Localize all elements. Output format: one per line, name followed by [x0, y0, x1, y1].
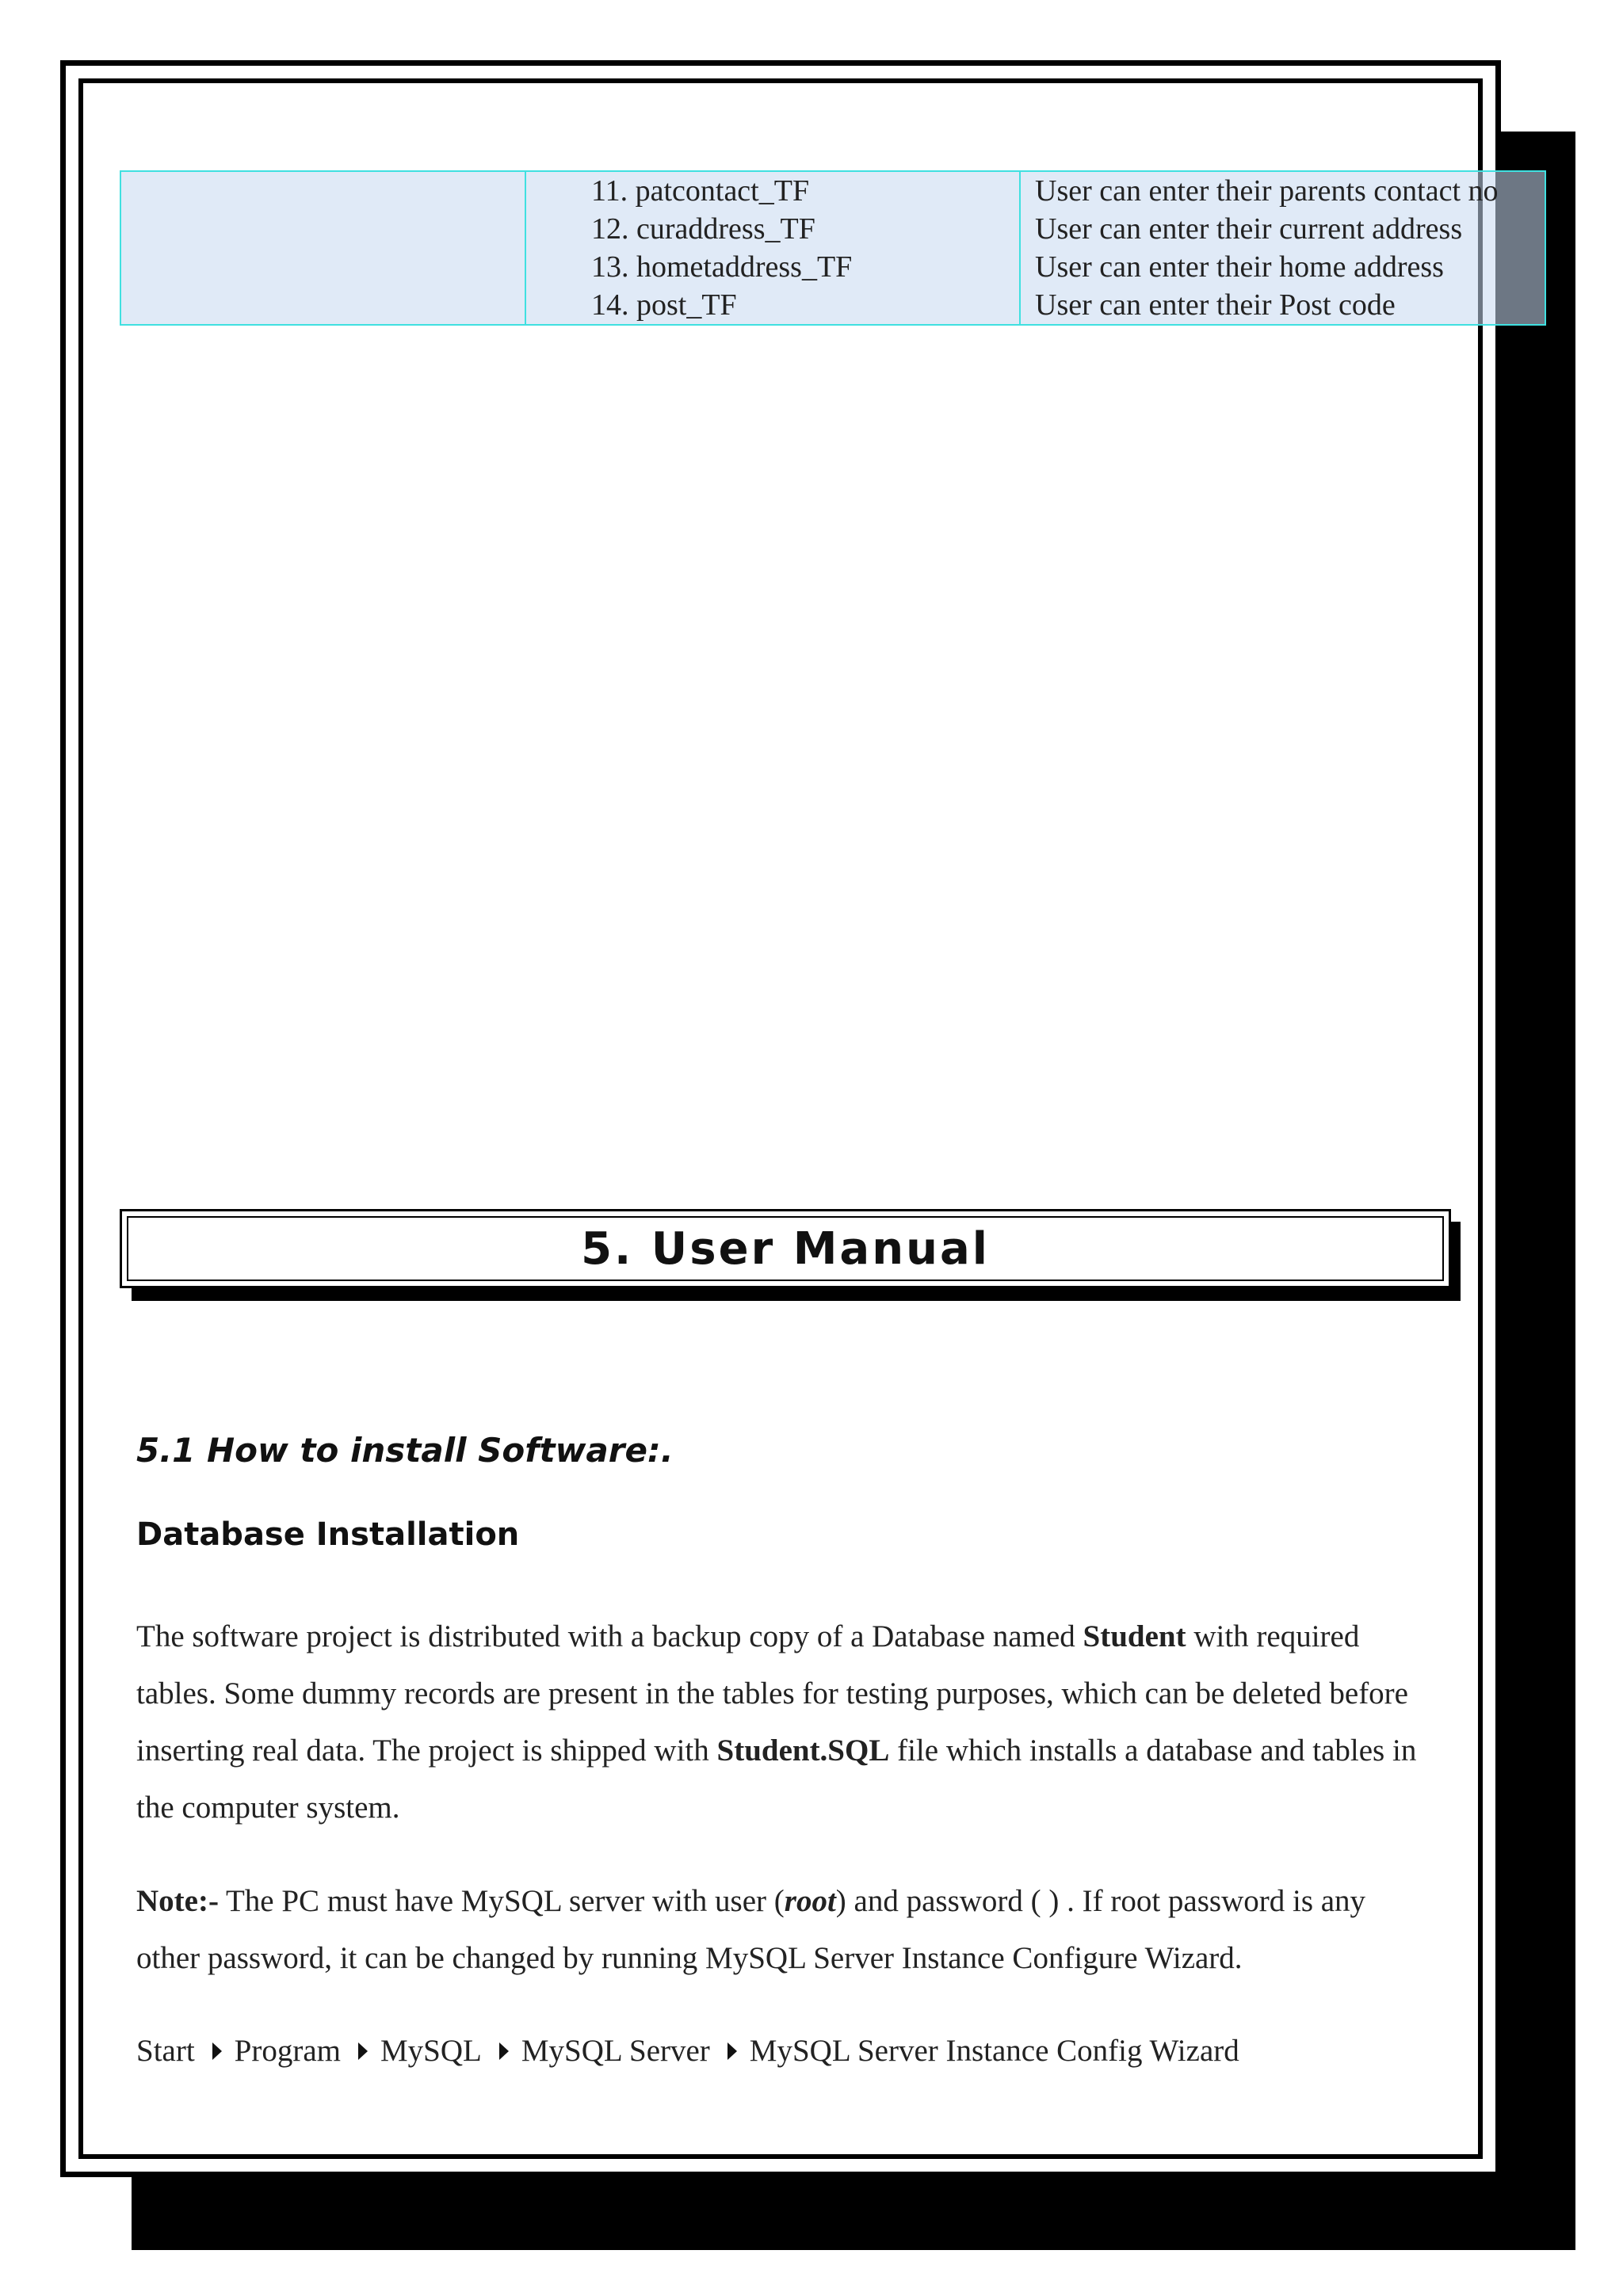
- note-label: Note:-: [136, 1884, 219, 1918]
- text-run: The PC must have MySQL server with user (: [218, 1884, 785, 1918]
- menu-path-step: MySQL Server Instance Config Wizard: [749, 2034, 1239, 2068]
- field-name: 11. patcontact_TF: [591, 174, 810, 208]
- field-name: 12. curaddress_TF: [591, 212, 815, 246]
- section-title: 5. User Manual: [581, 1222, 990, 1275]
- arrow-right-icon: [212, 2042, 222, 2060]
- menu-path-step: Program: [234, 2034, 341, 2068]
- text-run: with required tables. Some dummy records are present in the tables for testing purposes, which can be deleted before inserting real data. The project is shipped with: [136, 1619, 1408, 1768]
- arrow-right-icon: [358, 2042, 368, 2060]
- sql-file-name: Student.SQL: [716, 1733, 890, 1768]
- subsection-title: 5.1 How to install Software:.: [136, 1431, 674, 1470]
- menu-path-step: MySQL: [380, 2034, 482, 2068]
- arrow-right-icon: [727, 2042, 737, 2060]
- menu-path-step: Start: [136, 2034, 195, 2068]
- section-header-inner: [127, 1216, 1444, 1281]
- install-paragraph: [136, 1608, 1436, 1836]
- field-description: User can enter their home address: [1035, 250, 1444, 284]
- field-names-cell: [525, 171, 1020, 325]
- field-name: 13. hometaddress_TF: [591, 250, 853, 284]
- field-name: 14. post_TF: [591, 288, 737, 322]
- field-description: User can enter their Post code: [1035, 288, 1396, 322]
- mysql-user: root: [784, 1884, 836, 1918]
- arrow-right-icon: [499, 2042, 509, 2060]
- field-table: [120, 170, 1546, 326]
- section-header: [120, 1209, 1451, 1288]
- note-paragraph: [136, 1873, 1436, 1987]
- field-description: User can enter their parents contact no: [1035, 174, 1499, 208]
- text-run: file which installs a database and tables in the computer system.: [136, 1733, 1417, 1825]
- subsection-heading: Database Installation: [136, 1516, 520, 1553]
- field-descriptions-cell: [1020, 171, 1545, 325]
- menu-path-step: MySQL Server: [521, 2034, 710, 2068]
- table-row: [120, 171, 1545, 325]
- text-run: ) and password ( ) . If root password is any other password, it can be changed by running MySQL Server Instance Configure Wizard.: [136, 1884, 1366, 1975]
- database-name: Student: [1083, 1619, 1186, 1653]
- empty-cell: [120, 171, 525, 325]
- menu-path: [136, 2031, 1239, 2071]
- field-description: User can enter their current address: [1035, 212, 1463, 246]
- page-border: [60, 60, 1501, 2177]
- page-inner-border: [78, 78, 1483, 2159]
- text-run: The software project is distributed with a backup copy of a Database named: [136, 1619, 1083, 1653]
